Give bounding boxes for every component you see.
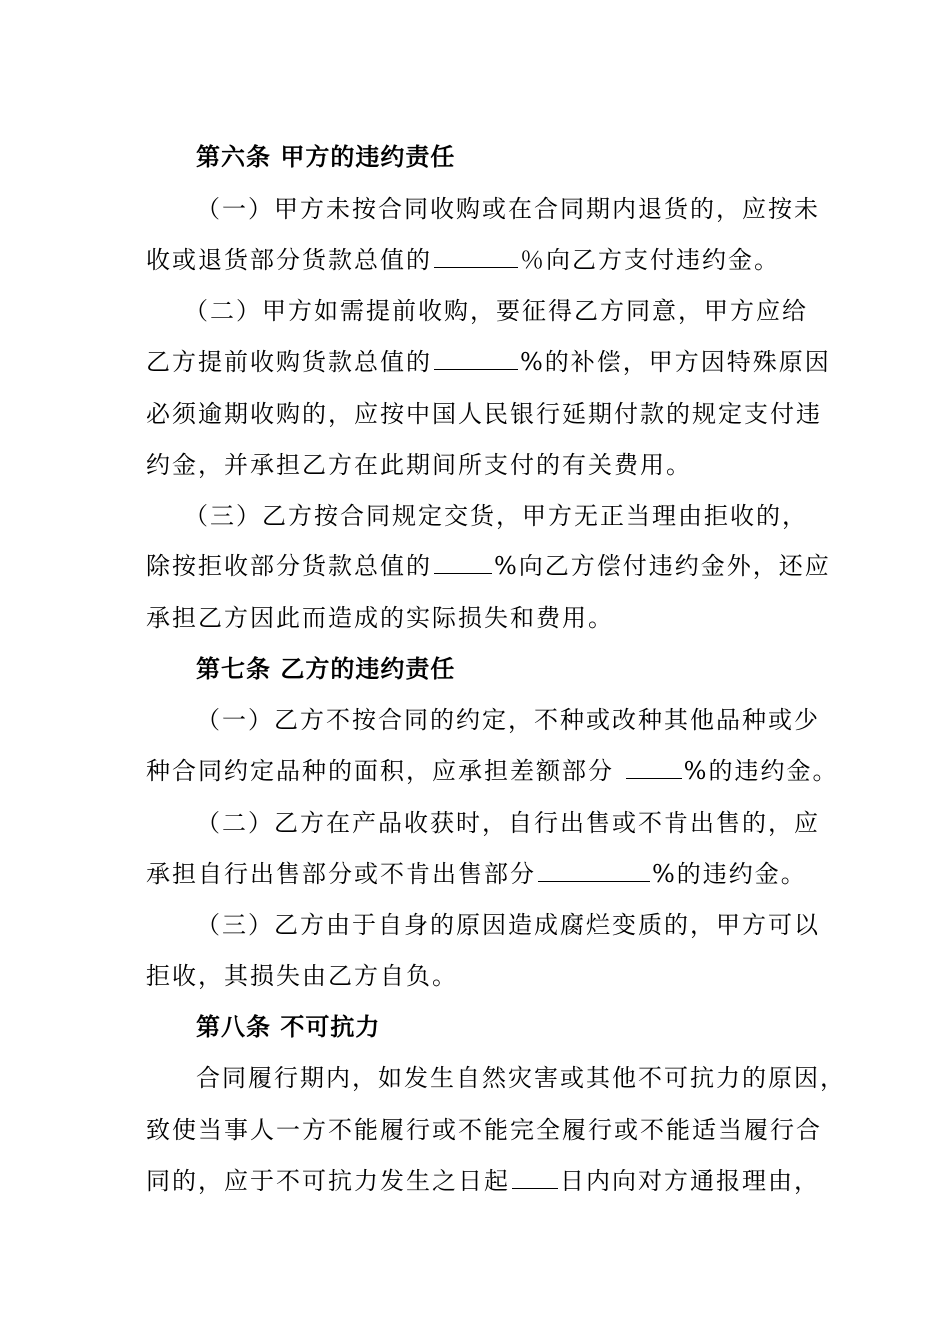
article-6-clause-3-line-2 <box>146 549 831 583</box>
article-7-clause-1-blank[interactable] <box>626 754 682 779</box>
article-6-clause-1-line-1: （一）甲方未按合同收购或在合同期内退货的，应按未 <box>196 195 820 223</box>
article-6-clause-1-text-before-blank: 收或退货部分货款总值的 <box>146 246 432 274</box>
article-7-clause-2-line-1: （二）乙方在产品收获时，自行出售或不肯出售的，应 <box>196 809 820 837</box>
article-6-clause-1-line-2 <box>146 243 780 277</box>
article-7-clause-3-line-2: 拒收，其损失由乙方自负。 <box>146 962 458 990</box>
article-6-clause-2-line-3: 必须逾期收购的，应按中国人民银行延期付款的规定支付违 <box>146 400 822 428</box>
article-8-text-after-blank: 日内向对方通报理由， <box>560 1167 820 1195</box>
article-6-clause-2-text-before-blank: 乙方提前收购货款总值的 <box>146 348 432 376</box>
article-8-blank[interactable] <box>512 1164 558 1189</box>
article-7-clause-2-text-after-blank: %的违约金。 <box>652 860 807 888</box>
article-8-paragraph-line-2: 致使当事人一方不能履行或不能完全履行或不能适当履行合 <box>146 1116 822 1144</box>
article-7-clause-1-line-2 <box>146 754 838 788</box>
article-6-clause-1-text-after-blank: ％向乙方支付违约金。 <box>520 246 780 274</box>
article-6-clause-3-text-before-blank: 除按拒收部分货款总值的 <box>146 552 432 580</box>
article-6-clause-3-line-3: 承担乙方因此而造成的实际损失和费用。 <box>146 604 614 632</box>
article-7-clause-1-text-after-blank: %的违约金。 <box>683 757 839 785</box>
article-6-clause-3-line-1: （三）乙方按合同规定交货，甲方无正当理由拒收的， <box>184 502 808 530</box>
article-6-clause-1-blank[interactable] <box>434 243 518 268</box>
article-6-clause-2-line-1: （二）甲方如需提前收购，要征得乙方同意，甲方应给 <box>184 297 808 325</box>
article-7-clause-2-text-before-blank: 承担自行出售部分或不肯出售部分 <box>146 860 536 888</box>
article-6-clause-2-blank[interactable] <box>434 345 518 370</box>
article-7-clause-1-text-before-blank: 种合同约定品种的面积，应承担差额部分 <box>146 757 624 785</box>
article-8-text-before-blank: 同的，应于不可抗力发生之日起 <box>146 1167 510 1195</box>
article-7-clause-2-line-2 <box>146 857 807 891</box>
article-8-heading: 第八条 不可抗力 <box>196 1013 381 1041</box>
article-7-heading: 第七条 乙方的违约责任 <box>196 655 456 683</box>
article-6-clause-3-text-after-blank: %向乙方偿付违约金外，还应 <box>494 552 831 580</box>
article-6-clause-2-text-after-blank: %的补偿，甲方因特殊原因 <box>520 348 831 376</box>
article-8-paragraph-line-1: 合同履行期内，如发生自然灾害或其他不可抗力的原因， <box>196 1064 846 1092</box>
article-7-clause-2-blank[interactable] <box>538 857 650 882</box>
article-6-clause-2-line-4: 约金，并承担乙方在此期间所支付的有关费用。 <box>146 451 692 479</box>
article-8-paragraph-line-3 <box>146 1164 820 1198</box>
article-6-clause-3-blank[interactable] <box>434 549 492 574</box>
article-6-heading: 第六条 甲方的违约责任 <box>196 143 456 171</box>
article-6-clause-2-line-2 <box>146 345 831 379</box>
article-7-clause-3-line-1: （三）乙方由于自身的原因造成腐烂变质的，甲方可以 <box>196 911 820 939</box>
article-7-clause-1-line-1: （一）乙方不按合同的约定，不种或改种其他品种或少 <box>196 706 820 734</box>
